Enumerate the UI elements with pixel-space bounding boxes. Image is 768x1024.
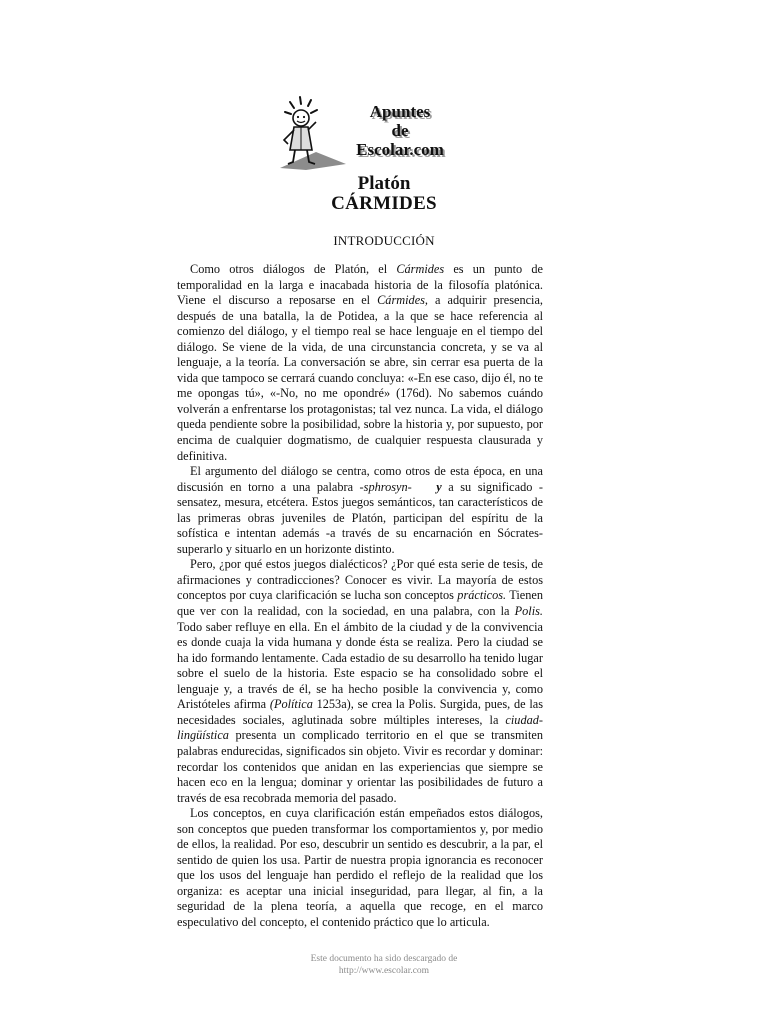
- text-run: presenta un complicado territorio en el que se transmiten palabras endurecidas, significados sin objeto. Vivir es recordar y dominar: recordar los contenidos que anidan en las experiencias que siempre se hacen eco en la lengua; dominar y orientar las posibilidades de futuro a través de esa recobrada memoria del pasado.: [177, 728, 543, 805]
- paragraph: [177, 557, 543, 806]
- text-run: prácticos.: [457, 588, 507, 603]
- logo-line-2: de: [391, 121, 409, 140]
- paragraph: [177, 806, 543, 930]
- text-run: a adquirir presencia, después de una batalla, la de Potidea, a la que se hace referencia al comienzo del diálogo, y el tiempo real se hace lenguaje en el tiempo del diálogo. Se viene de la vida, de una circunstancia concreta, y se va al lenguaje, a la teoría. La conversación se abre, sin cerrar esa puerta de la vida que tampoco se cerrará cuando concluya: «-En ese caso, dijo él, no te me opongas tú», «-No, no me opondré» (176d). No sabemos cuándo volverán a enfrentarse los protagonistas; tal vez nunca. La vida, el diálogo queda pendiente sobre la posibilidad, sobre la historia y, por supuesto, por encima de cualquier dogmatismo, de cualquier respuesta clausurada y definitiva.: [177, 293, 544, 463]
- logo-line-3: Escolar.com: [356, 140, 444, 159]
- author-name: Platón: [357, 173, 411, 194]
- text-run: Todo saber refluye en ella. En el ámbito de la ciudad y de la convivencia es donde cuaja la vida humana y donde ésta se realiza. Pero la ciudad se ha ido formando lentamente. Cada estadio de su desarrollo ha tenido lugar sobre el suelo de la historia. Este espacio se ha consolidado sobre el lenguaje y, a través de él, se ha hecho posible la convivencia y, como Aristóteles afirma: [177, 619, 543, 712]
- text-run: Pero, ¿por qué estos juegos dialécticos? ¿Por qué esta serie de tesis, de afirmaciones y contradicciones? Conocer es vivir. La mayoría de estos conceptos por cuya clarificación se lucha son conceptos: [177, 557, 543, 603]
- text-run: Tienen que ver con la realidad, con la sociedad, en una palabra, con la: [177, 588, 543, 619]
- logo-wordmark: [344, 102, 456, 159]
- download-notice: [0, 953, 768, 977]
- text-run: y: [436, 479, 442, 494]
- text-run: Cármides: [396, 262, 445, 276]
- text-run: [412, 480, 437, 494]
- text-run: (Política: [269, 697, 313, 712]
- paragraph: [177, 464, 543, 557]
- text-run: 1253a), se crea la Polis. Surgida, pues, de las necesidades sociales, aglutinada sobre múltiples intereses, la: [177, 697, 543, 727]
- text-run: El argumento del diálogo se centra, como otros de esta época, en una discusión en torno a una palabra -: [177, 464, 543, 494]
- site-logo: [276, 94, 456, 170]
- section-heading: INTRODUCCIÓN: [333, 233, 435, 248]
- text-run: Como otros diálogos de Platón, el: [190, 262, 397, 276]
- download-notice-url: http://www.escolar.com: [338, 966, 430, 976]
- text-run: a su significado -sensatez, mesura, etcétera. Estos juegos semánticos, tan característicos de las primeras obras juveniles de Platón, participan del espíritu de la sofística e intentan además -a través de su encarnación en Sócrates- superarlo y situarlo en un horizonte distinto.: [177, 479, 543, 556]
- work-title: CÁRMIDES: [331, 193, 437, 214]
- text-run: Los conceptos, en cuya clarificación están empeñados estos diálogos, son conceptos que pueden transformar los comportamientos y, por medio de ellos, la realidad. Por eso, descubrir un sentido es descubrir, a la par, el sentido de quien los usa. Partir de nuestra propia ignorancia es reconocer que los usos del lenguaje han perdido el reflejo de la realidad que los organiza: es aceptar una inicial inseguridad, para llegar, al fin, a la seguridad de la plena teoría, a aquella que recoge, en el marco especulativo del concepto, el contenido práctico que lo articula.: [177, 806, 543, 929]
- text-run: sphrosyn-: [363, 479, 412, 494]
- body-text: [177, 262, 543, 931]
- text-run: es un punto de temporalidad en la larga e inacabada historia de la filosofía platónica. Viene el discurso a reposarse en el: [177, 262, 543, 308]
- text-run: Polis.: [514, 604, 543, 619]
- text-run: Cármides,: [377, 293, 429, 308]
- student-mascot-icon: [276, 94, 348, 170]
- download-notice-text: Este documento ha sido descargado de: [310, 954, 458, 964]
- logo-line-1: Apuntes: [369, 102, 431, 121]
- text-run: ciudad-lingüística: [177, 712, 543, 743]
- paragraph: [177, 262, 543, 464]
